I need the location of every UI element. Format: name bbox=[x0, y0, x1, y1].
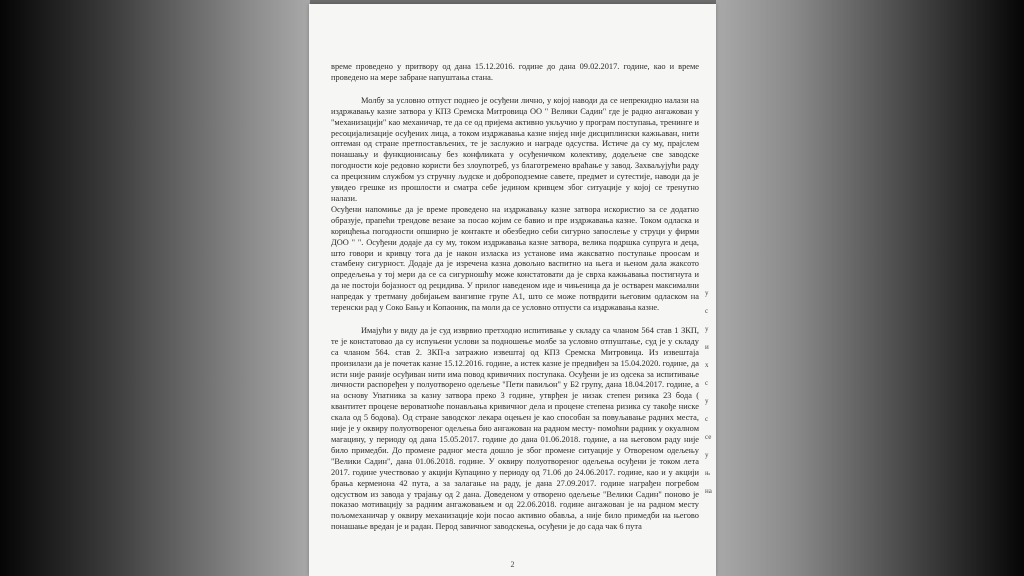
paragraph-2: Молбу за условно отпуст поднео је осуђени лично, у којој наводи да се непрекидно налази на издржавању казне затвора у КПЗ Сремска Митровица ОО " Велики Садин" где је радно ангажован у "механизацији" као механичар, те да се од пријема активно укључио у програм поступања, тренинге и ресоцијализације осуђених лица, а током издржавања казне нијед није дисциплински кажњаван, нити оптеман од стране претпостављених, те је заслужио и награде одсуства. Истиче да су му, прајслем понашању и функционисању без конфликата у осуђеничком колективу, додељене све заводске погодности које редовно користи без злоупотреб, уз благотремено враћање у завод. Захваљујући раду са прецизним службом уз стручну људске и доброподземне савете, предмет и сутестије, наводи да је увидео грешке из прошлости и сматра себе једином кривцем због ситуације у којој се тренутно налази. bbox=[331, 95, 699, 203]
paragraph-1: време проведено у притвору од дана 15.12.2016. године до дана 09.02.2017. године, као и време проведено на мере забране напуштања стана. bbox=[331, 62, 699, 82]
margin-note: и bbox=[705, 343, 709, 351]
paragraph-spacer bbox=[331, 314, 699, 326]
margin-note: у bbox=[705, 289, 709, 297]
margin-note: у bbox=[705, 397, 709, 405]
background-left-blur bbox=[0, 0, 310, 576]
page-number: 2 bbox=[510, 560, 515, 569]
document-body bbox=[331, 62, 699, 533]
margin-note: њ bbox=[705, 469, 711, 477]
paragraph-spacer bbox=[331, 84, 699, 96]
paragraph-4: Имајући у виду да је суд изврвио претходно испитивање у складу са чланом 564 став 1 ЗКП, те је констатовао да су испуњени услови за подношење молбе за условно отпуштање, суд је у складу са чланом 564. став 2. ЗКП-а затражио извештај од КПЗ Сремска Митровица. Из извештаја произилази да је почетак казне 15.12.2016. године, а истек казне је предвиђен за 15.04.2020. године, да исти није раније осуђиван нити има повод кривичних поступака. Осуђени је из одсека за испитивање личности распоређен у полуотворено одељење "Пети павиљон" у Б2 групу, дана 18.04.2017. године, а на основу Упатника за казну затвора преко 3 године, утврђен је низак степен ризика 23 бода ( квантитет процене вероватноће понављања кривичног дела и процене степена ризика су такође ниске скала од 5 бодова). Од стране заводског лекара оцењен је као способан за повуљавање радних места, није је у оквиру полуотвореног одељења био ангажован на радном месту- помоћни радник у окуалном магацину, у периоду од дана 15.05.2017. године до дана 01.06.2018. године, а на његовом раду није било примедби. До промене радног места дошло је због промене ситуације у Отвореном одељењу "Велики Садин", дана 01.06.2018. године. У оквиру полуотвореног одељења осуђени је током лета 2017. године учествовао у акцији Купацино у периоду од 71.06 до 24.06.2017. године, као и у акцији брања кермеиона 42 пута, а за залагање на раду, је дана 27.09.2017. године награђен погребом одсуством из завода у трајању од 2 дана. Доведеном у отворено одељење "Велики Садин" поново је показао мотивацију за радним ангажовањем и од 22.06.2018. године ангажован је на радном месту пољомеханичар у оквиру механизације који посао активно обавља, а није било примедби на његово понашање вредан је и радан. Перод завичног заводскења, осуђени је до сада чак 6 пута bbox=[331, 325, 699, 532]
margin-note: с bbox=[705, 379, 709, 387]
margin-note: на bbox=[705, 487, 712, 495]
paragraph-3: Осуђени напомиње да је време проведено на издржавању казне затвора искористио за се додатно образује, прапећи трендове везане за посао којим се бавио и пре издржавања казне. Током одласка и корицћења погодности опширно је контакте и обезбедио себи сигурно запослење у струци у фирми ДОО " ". Осуђени додаје да су му, током издржавања казне затвора, велика подршка супруга и деца, што говори и кривцу тога да је након изласка из установе има жаксватно поступање проосам и стамбену сигурност. Додаје да је изречена казна довољно васпитно на њега и њеном дала жаксото опредељења у тој мери да се са сигурношћу може констатовати да је сврха кажњавања постигнута и да не постоји бојазност од рецидива. У прилог наведеном иде и чињеница да је остварен максимални напредак у третману добијањем вангипне групе А1, што се може потврдити његовим одласком на теренски рад у Соко Бању и Копаоник, па моли да се условно отпусти са издржавања казне. bbox=[331, 204, 699, 313]
background-right-blur bbox=[716, 0, 1024, 576]
margin-note: у bbox=[705, 451, 709, 459]
margin-note: с bbox=[705, 415, 709, 423]
margin-note: се bbox=[705, 433, 712, 441]
document-page bbox=[309, 4, 716, 576]
margin-note: х bbox=[705, 361, 709, 369]
margin-note: с bbox=[705, 307, 709, 315]
margin-notes bbox=[705, 284, 715, 500]
margin-note: у bbox=[705, 325, 709, 333]
